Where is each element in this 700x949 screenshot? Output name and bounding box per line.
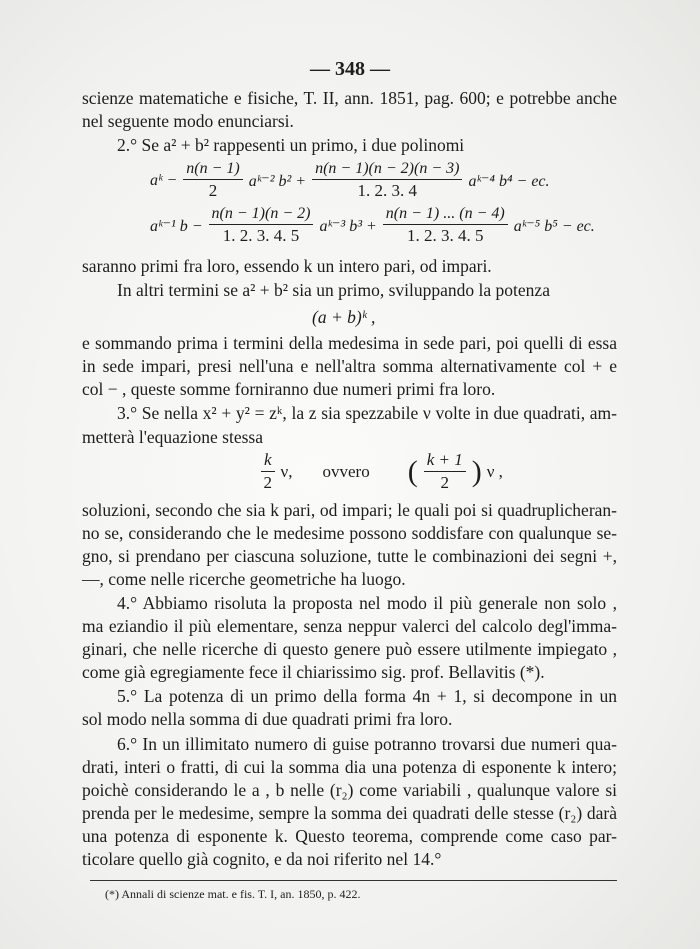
formula-term: aᵏ⁻³ b³ +: [319, 217, 377, 235]
paren: (: [407, 454, 418, 488]
denominator: 1. 2. 3. 4: [357, 181, 418, 200]
text-line: col − , queste somme forniranno due numeri primi fra loro.: [82, 379, 496, 399]
text-line: ma eziandio il più elementare, senza neppur valerci del calcolo degl'imma-: [82, 616, 617, 636]
footnote: (*) Annali di scienze mat. e fis. T. I, an. 1850, p. 422.: [105, 887, 361, 901]
text-line: nel seguente modo enunciarsi.: [82, 111, 294, 131]
formula-term: aᵏ⁻⁴ b⁴ − ec.: [468, 172, 550, 190]
fraction: [183, 160, 242, 201]
denominator: 1. 2. 3. 4. 5: [407, 226, 484, 245]
text-line: e sommando prima i termini della medesima in sede pari, poi quelli di essa: [82, 333, 617, 353]
denominator: 2: [263, 473, 273, 492]
formula-power: (a + b)ᵏ ,: [312, 307, 376, 327]
text-line: una potenza di esponente k. Questo teorema, comprende come caso par-: [82, 826, 617, 846]
numerator: n(n − 1): [183, 160, 242, 180]
text-line: 5.° La potenza di un primo della forma 4n + 1, si decompone in un: [117, 686, 617, 706]
formula-polynomial-1: [150, 160, 550, 201]
text-line: 2.° Se a² + b² rappesenti un primo, i due polinomi: [117, 135, 465, 155]
numerator: k + 1: [424, 450, 466, 472]
text-line: in sede impari, presi nell'una e nell'altra somma alternativamente col + e: [82, 356, 617, 376]
numerator: n(n − 1) ... (n − 4): [383, 205, 508, 225]
text-line: come già egregiamente fece il chiarissimo sig. prof. Bellavitis (*).: [82, 662, 545, 682]
denominator: 2: [208, 181, 218, 200]
formula-solutions: [255, 450, 508, 493]
fraction: [209, 205, 314, 246]
text-line: drati, interi o fratti, di cui la somma dia una potenza di esponente k intero;: [82, 757, 617, 777]
fraction: [424, 450, 466, 493]
formula-term: aᵏ −: [150, 171, 178, 189]
text-line: poichè considerando le a , b nelle (r₂) come variabili , qualunque valore si: [82, 780, 617, 800]
formula-word: ovvero: [322, 461, 370, 481]
formula-term: ν ,: [486, 461, 503, 481]
text-line: prenda per le medesime, sempre la somma dei quadrati delle stesse (r₂) darà: [82, 803, 617, 823]
text-line: 3.° Se nella x² + y² = zᵏ, la z sia spezzabile ν volte in due quadrati, am-: [117, 403, 617, 423]
numerator: k: [261, 450, 275, 472]
text-line: sol modo nella somma di due quadrati primi fra loro.: [82, 709, 453, 729]
numerator: n(n − 1)(n − 2)(n − 3): [312, 160, 462, 180]
text-line: metterà l'equazione stessa: [82, 427, 263, 447]
denominator: 1. 2. 3. 4. 5: [222, 226, 300, 245]
denominator: 2: [440, 473, 449, 492]
fraction: [383, 205, 508, 246]
text-line: ticolare quello già cognito, e da noi riferito nel 14.°: [82, 849, 442, 869]
text-line: ginari, che nelle ricerche di questo genere può essere utilmente impiegato ,: [82, 639, 617, 659]
formula-term: aᵏ⁻⁵ b⁵ − ec.: [513, 217, 595, 235]
text-line: soluzioni, secondo che sia k pari, od impari; le quali poi si quadruplicheran-: [82, 500, 617, 520]
paren: ): [471, 454, 482, 488]
numerator: n(n − 1)(n − 2): [209, 205, 314, 225]
fraction: [261, 450, 275, 493]
footnote-divider: [90, 880, 617, 881]
page-number: — 348 —: [310, 58, 390, 80]
text-line: saranno primi fra loro, essendo k un intero pari, od impari.: [82, 256, 492, 276]
text-line: no se, considerando che le medesime possono soddisfare con qualunque se-: [82, 523, 617, 543]
formula-polynomial-2: [150, 205, 595, 246]
text-line: —, come nelle ricerche geometriche ha luogo.: [82, 569, 406, 589]
formula-term: aᵏ⁻¹ b −: [150, 217, 203, 235]
text-line: In altri termini se a² + b² sia un primo, sviluppando la potenza: [117, 280, 550, 300]
text-line: 4.° Abbiamo risoluta la proposta nel modo il più generale non solo ,: [117, 593, 617, 613]
text-line: scienze matematiche e fisiche, T. II, ann. 1851, pag. 600; e potrebbe anche: [82, 88, 617, 108]
formula-term: aᵏ⁻² b² +: [248, 172, 307, 190]
formula-term: ν,: [280, 461, 293, 481]
fraction: [312, 160, 462, 201]
text-line: 6.° In un illimitato numero di guise potranno trovarsi due numeri qua-: [117, 734, 617, 754]
text-line: gno, si prendano per ciascuna soluzione, tutte le combinazioni dei segni +,: [82, 546, 617, 566]
